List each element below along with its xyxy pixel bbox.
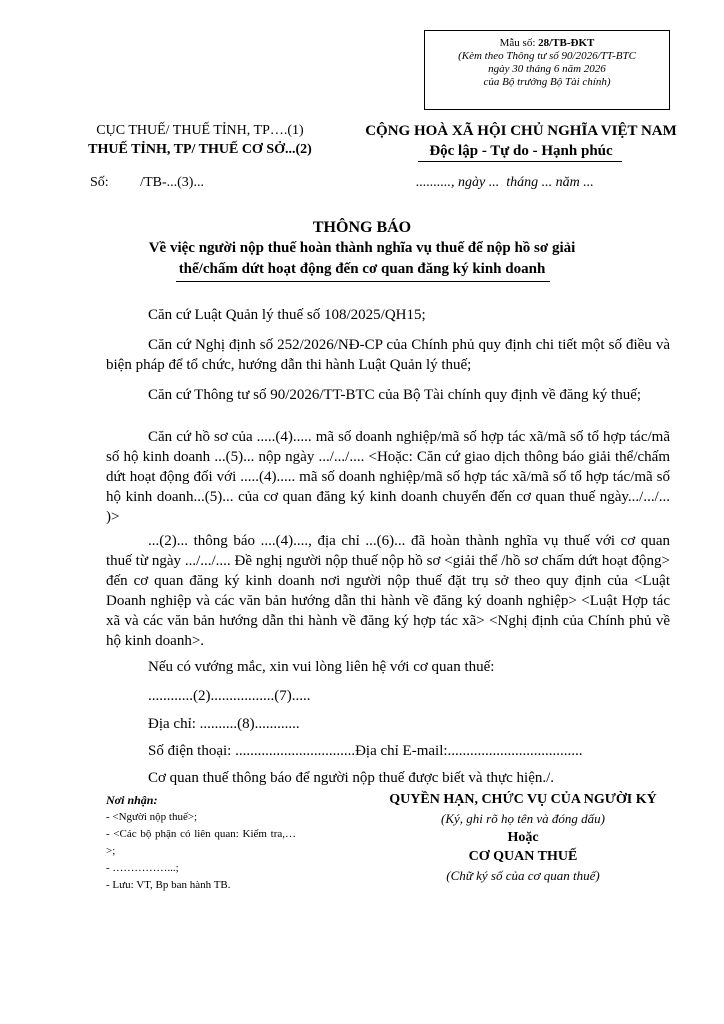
form-number-box: [424, 30, 670, 110]
signature-agency: CƠ QUAN THUẾ: [468, 849, 578, 864]
recipient-item: - Lưu: VT, Bp ban hành TB.: [106, 879, 231, 891]
paragraph-legal-basis-3: Căn cứ Thông tư số 90/2026/TT-BTC của Bộ Tài chính quy định về đăng ký thuế;: [148, 387, 642, 403]
document-subtitle-2: thể/chấm dứt hoạt động đến cơ quan đăng ký kinh doanh: [178, 261, 546, 277]
document-date: .........., ngày ... tháng ... năm ...: [416, 175, 594, 190]
recipient-item: - <Người nộp thuế>;: [106, 811, 198, 823]
national-header: [336, 121, 706, 161]
form-code: [425, 37, 669, 50]
recipient-item: - <Các bộ phận có liên quan: Kiểm tra,…>;: [106, 828, 296, 857]
paragraph-contact: Nếu có vướng mắc, xin vui lòng liên hệ với cơ quan thuế:: [148, 659, 495, 675]
signer-note: (Ký, ghi rõ họ tên và đóng dấu): [441, 811, 605, 826]
paragraph-dossier-basis: Căn cứ hồ sơ của .....(4)..... mã số doanh nghiệp/mã số hợp tác xã/mã số tổ hợp tác/mã số hộ kinh doanh ...(5)... nộp ngày .../.../.... <Hoặc: Căn cứ giao dịch thông báo giải thể/chấm dứt hoạt động đối với .....(4)..... mã số doanh nghiệp/mã số hợp tác xã/mã số tổ hợp tác/mã số hộ kinh doanh...(5)... của cơ quan đăng ký kinh doanh chuyển đến cơ quan thuế ngày.../.../... )>: [106, 429, 670, 525]
form-ref-line2: ngày 30 tháng 6 năm 2026: [488, 63, 606, 75]
form-ref-line1: (Kèm theo Thông tư số 90/2026/TT-BTC: [458, 50, 636, 62]
agency-line2: THUẾ TỈNH, TP/ THUẾ CƠ SỞ...(2): [88, 142, 312, 157]
form-code-value: 28/TB-ĐKT: [538, 37, 595, 49]
signature-block: [356, 790, 690, 885]
digital-signature-note: (Chữ ký số của cơ quan thuế): [446, 868, 600, 883]
document-subtitle-1: Về việc người nộp thuế hoàn thành nghĩa vụ thuế để nộp hồ sơ giải: [148, 240, 576, 256]
nation-name: CỘNG HOÀ XÃ HỘI CHỦ NGHĨA VIỆT NAM: [365, 123, 677, 139]
contact-agency: ............(2).................(7).....: [148, 688, 311, 704]
paragraph-closing: Cơ quan thuế thông báo để người nộp thuế được biết và thực hiện./.: [148, 770, 555, 786]
motto-underline: [418, 161, 622, 162]
contact-phone-email: Số điện thoại: ................................Địa chỉ E-mail:....................................: [148, 743, 583, 759]
recipients-block: [106, 792, 296, 894]
form-ref-line3: của Bộ trưởng Bộ Tài chính): [483, 76, 611, 88]
form-code-prefix: Mẫu số:: [499, 37, 539, 49]
recipient-item: - ……………...;: [106, 862, 179, 874]
signature-or: Hoặc: [507, 830, 539, 845]
paragraph-legal-basis-1: Căn cứ Luật Quản lý thuế số 108/2025/QH15;: [148, 307, 426, 323]
paragraph-notification: ...(2)... thông báo ....(4)...., địa chỉ ...(6)... đã hoàn thành nghĩa vụ thuế với cơ quan thuế từ ngày .../.../.... Đề nghị người nộp thuế nộp hồ sơ <giải thể /hồ sơ chấm dứt hoạt động> đến cơ quan đăng ký kinh doanh nơi người nộp thuế đặt trụ sở theo quy định của <Luật Doanh nghiệp và các văn bản hướng dẫn thi hành về đăng ký doanh nghiệp> <Luật Hợp tác xã và các văn bản hướng dẫn thi hành về đăng ký hợp tác xã> <Nghị định của Chính phủ về hộ kinh doanh>.: [106, 533, 670, 649]
document-title: THÔNG BÁO: [312, 219, 412, 236]
recipients-header: Nơi nhận:: [106, 793, 158, 807]
paragraph-legal-basis-2: Căn cứ Nghị định số 252/2026/NĐ-CP của Chính phủ quy định chi tiết một số điều và biện pháp để tổ chức, hướng dẫn thi hành Luật Quản lý thuế;: [106, 337, 670, 373]
contact-address: Địa chỉ: ..........(8)............: [148, 716, 300, 732]
issuing-agency: [40, 121, 360, 159]
signer-title: QUYỀN HẠN, CHỨC VỤ CỦA NGƯỜI KÝ: [389, 792, 657, 807]
agency-line1: CỤC THUẾ/ THUẾ TỈNH, TP….(1): [96, 123, 304, 138]
nation-motto: Độc lập - Tự do - Hạnh phúc: [429, 143, 613, 159]
title-underline: [176, 281, 550, 282]
document-number: Số: /TB-...(3)...: [90, 175, 204, 190]
